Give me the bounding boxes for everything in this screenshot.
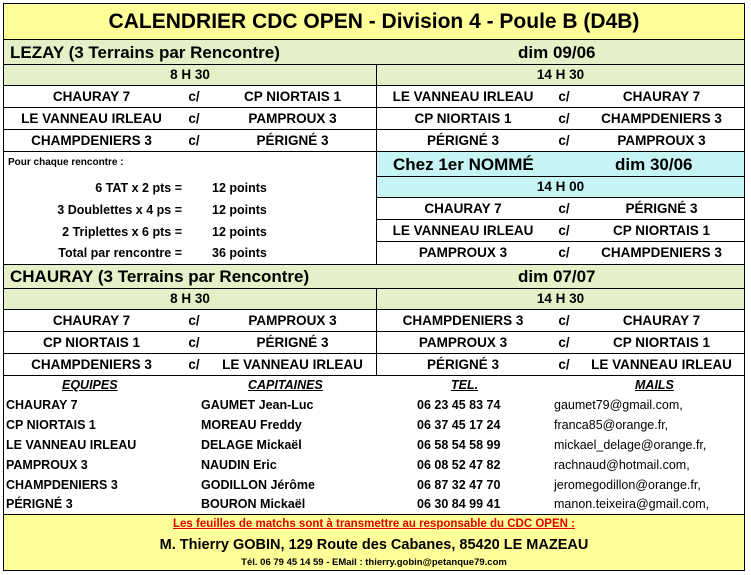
match-home: CHAURAY 7 (52, 313, 131, 328)
scoring-label: Total par rencontre = (58, 246, 182, 260)
match-vs: c/ (188, 111, 200, 126)
scoring-value: 12 points (212, 203, 267, 217)
round2-time-row (377, 177, 744, 198)
match-away: PÉRIGNÉ 3 (256, 335, 329, 350)
contact-mail[interactable]: jeromegodillon@orange.fr, (554, 478, 701, 492)
match-away: PÉRIGNÉ 3 (256, 133, 329, 148)
contact-mail[interactable]: rachnaud@hotmail.com, (554, 458, 690, 472)
contact-tel: 06 87 32 47 70 (417, 478, 501, 492)
contact-captain: DELAGE Mickaël (201, 438, 302, 452)
match-away: PAMPROUX 3 (248, 111, 337, 126)
contact-tel: 06 08 52 47 82 (417, 458, 501, 472)
match-vs: c/ (188, 89, 200, 104)
match-home: CP NIORTAIS 1 (414, 111, 512, 126)
round1-header (4, 40, 744, 65)
round1-matches (4, 86, 744, 152)
match-home: CHAURAY 7 (424, 201, 502, 216)
scoring-label: 6 TAT x 2 pts = (95, 181, 182, 195)
match-home: LE VANNEAU IRLEAU (392, 223, 534, 238)
contact-team: PÉRIGNÉ 3 (6, 497, 73, 511)
match-away: PAMPROUX 3 (248, 313, 337, 328)
round1-date: dim 09/06 (518, 43, 596, 62)
match-vs: c/ (558, 357, 570, 372)
round2-venue: Chez 1er NOMMÉ (393, 155, 534, 174)
match-home: PÉRIGNÉ 3 (426, 133, 500, 148)
round2-time: 14 H 00 (536, 179, 585, 194)
match-vs: c/ (558, 335, 570, 350)
contacts-table (4, 376, 744, 512)
round3-left-time: 8 H 30 (170, 291, 210, 306)
contact-team: PAMPROUX 3 (6, 458, 88, 472)
header-tel: TEL. (451, 378, 479, 392)
match-away: CP NIORTAIS 1 (612, 335, 711, 350)
contact-team: CHAMPDENIERS 3 (6, 478, 118, 492)
contact-captain: BOURON Mickaël (201, 497, 306, 511)
contact-tel: 06 58 54 58 99 (417, 438, 501, 452)
round1-times (4, 65, 744, 86)
match-home: LE VANNEAU IRLEAU (392, 89, 534, 104)
scoring-box (4, 152, 376, 264)
round2-date: dim 30/06 (615, 155, 693, 174)
match-vs: c/ (558, 111, 570, 126)
match-vs: c/ (558, 89, 570, 104)
match-away: CP NIORTAIS 1 (243, 89, 342, 104)
match-vs: c/ (558, 133, 570, 148)
round1-left-time: 8 H 30 (170, 67, 210, 82)
header-mail: MAILS (635, 378, 674, 392)
scoring-value: 36 points (212, 246, 267, 260)
contact-mail[interactable]: gaumet79@gmail.com, (554, 398, 683, 412)
match-home: PAMPROUX 3 (418, 335, 508, 350)
scoring-label: 3 Doublettes x 4 ps = (57, 203, 182, 217)
match-vs: c/ (188, 133, 200, 148)
match-home: CHAURAY 7 (52, 89, 131, 104)
match-away: PÉRIGNÉ 3 (625, 201, 698, 216)
match-away: CHAMPDENIERS 3 (601, 111, 722, 126)
scoring-value: 12 points (212, 225, 267, 239)
round3-header (4, 264, 744, 289)
match-home: PÉRIGNÉ 3 (426, 357, 500, 372)
match-home: CHAMPDENIERS 3 (31, 357, 152, 372)
round3-date: dim 07/07 (518, 267, 596, 286)
match-home: CP NIORTAIS 1 (42, 335, 141, 350)
match-away: CHAURAY 7 (622, 89, 701, 104)
round3-venue: CHAURAY (3 Terrains par Rencontre) (10, 267, 310, 286)
match-away: CHAMPDENIERS 3 (601, 245, 722, 260)
round1-venue: LEZAY (3 Terrains par Rencontre) (10, 43, 280, 62)
round2-matches (377, 198, 744, 264)
contact-captain: MOREAU Freddy (201, 418, 302, 432)
contact-tel: 06 37 45 17 24 (417, 418, 501, 432)
match-home: PAMPROUX 3 (418, 245, 508, 260)
contact-tel: 06 23 45 83 74 (417, 398, 501, 412)
match-vs: c/ (188, 357, 200, 372)
contact-team: CHAURAY 7 (6, 398, 78, 412)
match-away: LE VANNEAU IRLEAU (222, 357, 363, 372)
match-vs: c/ (558, 223, 570, 238)
match-vs: c/ (558, 313, 570, 328)
match-home: LE VANNEAU IRLEAU (21, 111, 162, 126)
header-team: EQUIPES (62, 378, 118, 392)
footer-contact: Tél. 06 79 45 14 59 - EMail : thierry.gobin@petanque79.com (241, 557, 507, 568)
contact-captain: NAUDIN Eric (201, 458, 277, 472)
match-away: LE VANNEAU IRLEAU (591, 357, 732, 372)
match-vs: c/ (188, 335, 200, 350)
footer (4, 514, 744, 570)
match-away: PAMPROUX 3 (617, 133, 706, 148)
page-title: CALENDRIER CDC OPEN - Division 4 - Poule B (D4B) (108, 10, 640, 33)
contact-mail[interactable]: manon.teixeira@gmail.com, (554, 497, 710, 511)
round2-header (377, 152, 744, 177)
match-vs: c/ (558, 201, 570, 216)
match-home: CHAMPDENIERS 3 (402, 313, 524, 328)
contact-captain: GODILLON Jérôme (201, 478, 315, 492)
round3-right-time: 14 H 30 (536, 291, 585, 306)
contact-captain: GAUMET Jean-Luc (201, 398, 314, 412)
header-captain: CAPITAINES (248, 378, 323, 392)
match-vs: c/ (188, 313, 200, 328)
round3-matches (4, 310, 744, 376)
match-home: CHAMPDENIERS 3 (31, 133, 152, 148)
match-away: CP NIORTAIS 1 (612, 223, 711, 238)
calendar-sheet (3, 3, 745, 571)
scoring-value: 12 points (212, 181, 267, 195)
scoring-heading: Pour chaque rencontre : (8, 157, 124, 168)
match-vs: c/ (558, 245, 570, 260)
contact-mail[interactable]: mickael_delage@orange.fr, (554, 438, 707, 452)
contact-tel: 06 30 84 99 41 (417, 497, 501, 511)
footer-notice: Les feuilles de matchs sont à transmettre au responsable du CDC OPEN : (173, 518, 575, 530)
footer-address: M. Thierry GOBIN, 129 Route des Cabanes, 85420 LE MAZEAU (159, 537, 589, 553)
contact-team: LE VANNEAU IRLEAU (6, 438, 137, 452)
title-bar (4, 4, 744, 40)
contact-mail[interactable]: franca85@orange.fr, (554, 418, 669, 432)
match-away: CHAURAY 7 (622, 313, 701, 328)
round3-times (4, 289, 744, 310)
scoring-label: 2 Triplettes x 6 pts = (62, 225, 182, 239)
contact-team: CP NIORTAIS 1 (6, 418, 96, 432)
round1-right-time: 14 H 30 (536, 67, 585, 82)
